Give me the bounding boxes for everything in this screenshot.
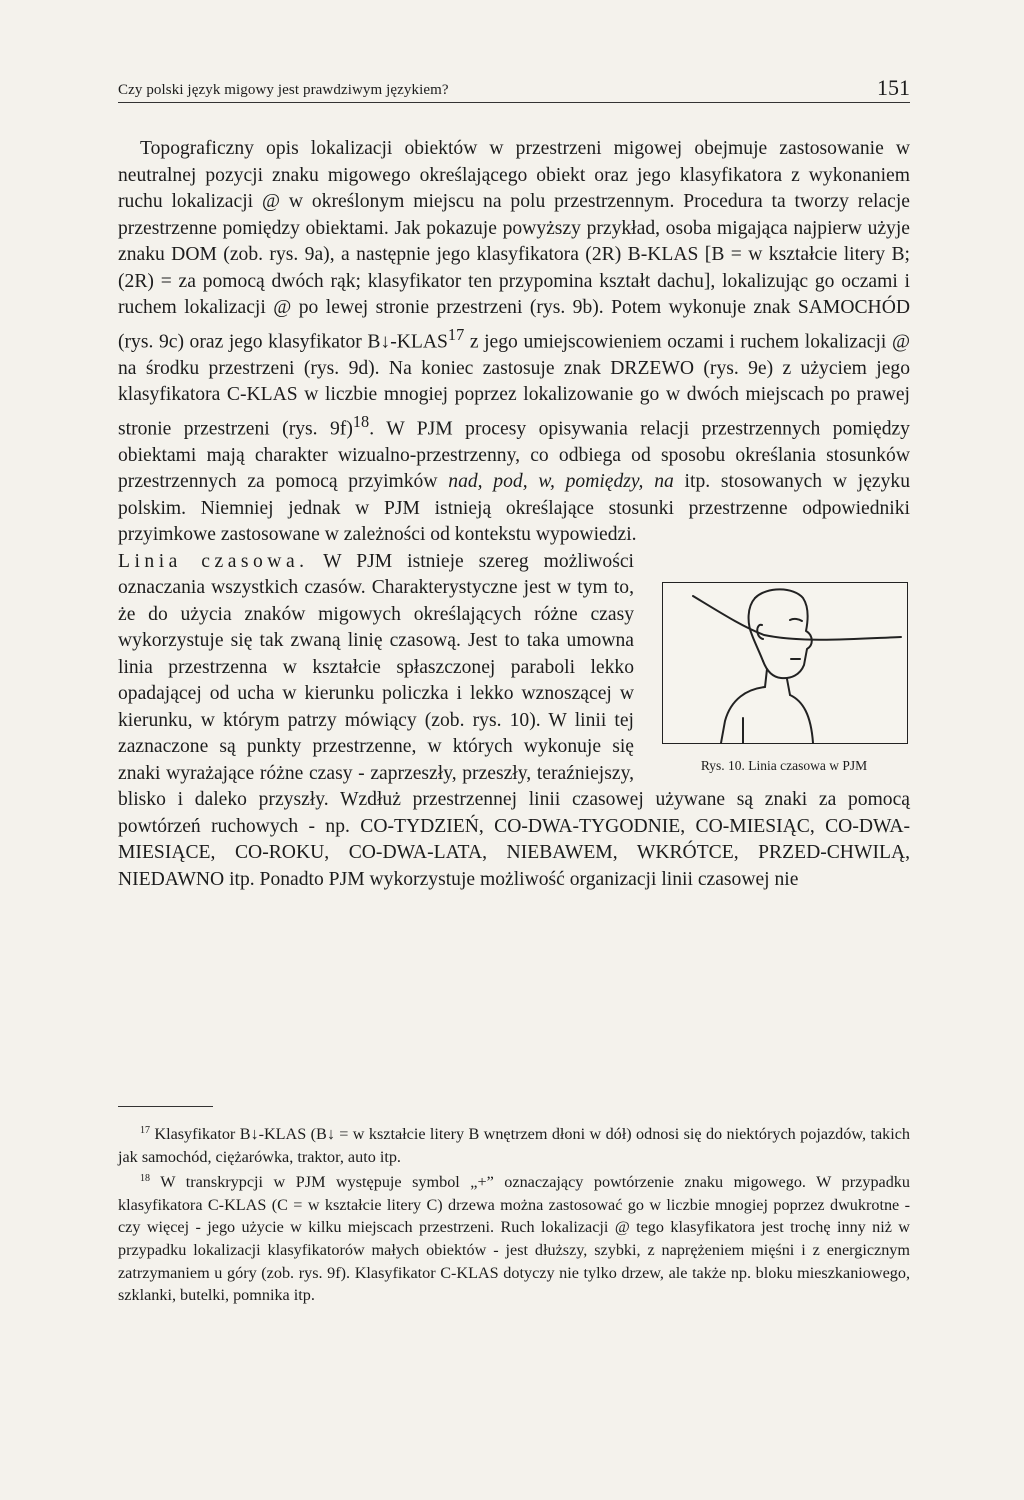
page-number: 151 [877, 75, 910, 100]
figure-time-line [648, 582, 910, 777]
paragraph-text: itp. stosowanych w języku polskim. Niemniej jednak w PJM istnieją określające stosunki przestrzenne odpowiedniki przyimkowe zastosowane w zależności od kontekstu wypowiedzi. [118, 471, 910, 546]
footnote-number: 18 [140, 1173, 150, 1185]
time-line-illustration [663, 583, 907, 743]
figure-caption: Rys. 10. Linia czasowa w PJM [700, 757, 868, 773]
figure-frame [662, 582, 908, 744]
footnote-ref-17[interactable]: 17 [447, 324, 465, 344]
footnote-18 [118, 1168, 910, 1307]
footnote-text: Klasyfikator B↓-KLAS (B↓ = w kształcie litery B wnętrzem dłoni w dół) odnosi się do niektórych pojazdów, takich jak samochód, ciężarówka, traktor, auto itp. [118, 1125, 910, 1166]
footnote-separator [118, 1106, 213, 1107]
footnote-number: 17 [140, 1125, 150, 1136]
body-text [118, 136, 910, 893]
footnote-ref-18[interactable]: 18 [352, 411, 370, 431]
paragraph-text: . W PJM procesy opisywania relacji przestrzennych pomiędzy obiektami mają charakter wizualno-przestrzenny, co odbiega od sposobu określania stosunków przestrzennych za pomocą przyimków [118, 418, 910, 493]
paragraph-text: W PJM istnieje szereg możliwości oznaczania wszystkich czasów. Charakterystyczne jest w tym to, że do użycia znaków migowych określających różne czasy wykorzystuje się tak zwaną linię czasową. Jest to taka umowna linia przestrzenna w kształcie spłaszczonej paraboli lekko opadającej od ucha w kierunku policzka i lekko wznoszącej w kierunku, w którym patrzy mówiący (zob. rys. 10). W linii tej zaznaczone są punkty przestrzenne, w których wykonuje się znaki wyrażające różne czasy - zaprzeszły, przeszły, teraźniejszy, blisko i daleko przyszły. Wzdłuż przestrzennej linii czasowej używane są znaki za pomocą powtórzeń ruchowych - np. CO-TYDZIEŃ, CO-DWA-TYGODNIE, CO-MIESIĄC, CO-DWA-MIESIĄCE, CO-ROKU, CO-DWA-LATA, NIEBAWEM, WKRÓTCE, PRZED-CHWILĄ, NIEDAWNO itp. Ponadto PJM wykorzystuje możliwość organizacji linii czasowej nie [118, 550, 910, 890]
footnote-text: W transkrypcji w PJM występuje symbol „+” oznaczający powtórzenie znaku migowego. W przypadku klasyfikatora C-KLAS (C = w kształcie litery C) drzewa można zastosować go w liczbie mnogiej poprzez dwukrotne - czy więcej - jego użycie w kilku miejscach przestrzeni. Ruch lokalizacji @ tego klasyfikatora jest trochę inny niż w przypadku lokalizacji klasyfikatorów małych obiektów - jest dłuższy, szybki, z naprężeniem mięśni i z energicznym zatrzymaniem u góry (zob. rys. 9f). Klasyfikator C-KLAS dotyczy nie tylko drzew, ale także np. bloku mieszkaniowego, szklanki, butelki, pomnika itp. [118, 1173, 910, 1305]
footnotes [118, 1120, 910, 1307]
running-title: Czy polski język migowy jest prawdziwym językiem? [118, 82, 449, 98]
running-header [118, 75, 910, 103]
paragraph-topographic-description [118, 136, 910, 549]
footnote-17 [118, 1120, 910, 1168]
prepositions-italic: nad, pod, w, pomiędzy, na [448, 471, 674, 493]
paragraph-text: Topograficzny opis lokalizacji obiektów w przestrzeni migowej obejmuje zastosowanie w neutralnej pozycji znaku migowego określającego obiekt oraz jego klasyfikatora z wykonaniem ruchu lokalizacji @ w określonym miejscu na polu przestrzennym. Procedura ta tworzy relacje przestrzenne pomiędzy obiektami. Jak pokazuje powyższy przykład, osoba migająca najpierw użyje znaku DOM (zob. rys. 9a), a następnie jego klasyfikatora (2R) B-KLAS [B = w kształcie litery B; (2R) = za pomocą dwóch rąk; klasyfikator ten przypomina kształt dachu], lokalizując go oczami i ruchem lokalizacji @ po lewej stronie przestrzeni (rys. 9b). Potem wykonuje znak SAMOCHÓD (rys. 9c) oraz jego klasyfikator B↓-KLAS [118, 138, 910, 353]
section-heading: Linia czasowa. [118, 550, 309, 572]
paragraph-text: z jego umiejscowieniem oczami i ruchem lokalizacji @ na środku przestrzeni (rys. 9d). Na koniec zastosuje znak DRZEWO (rys. 9e) z użyciem jego klasyfikatora C-KLAS w liczbie mnogiej poprzez lokalizowanie go w dwóch miejscach po prawej stronie przestrzeni (rys. 9f) [118, 331, 910, 440]
